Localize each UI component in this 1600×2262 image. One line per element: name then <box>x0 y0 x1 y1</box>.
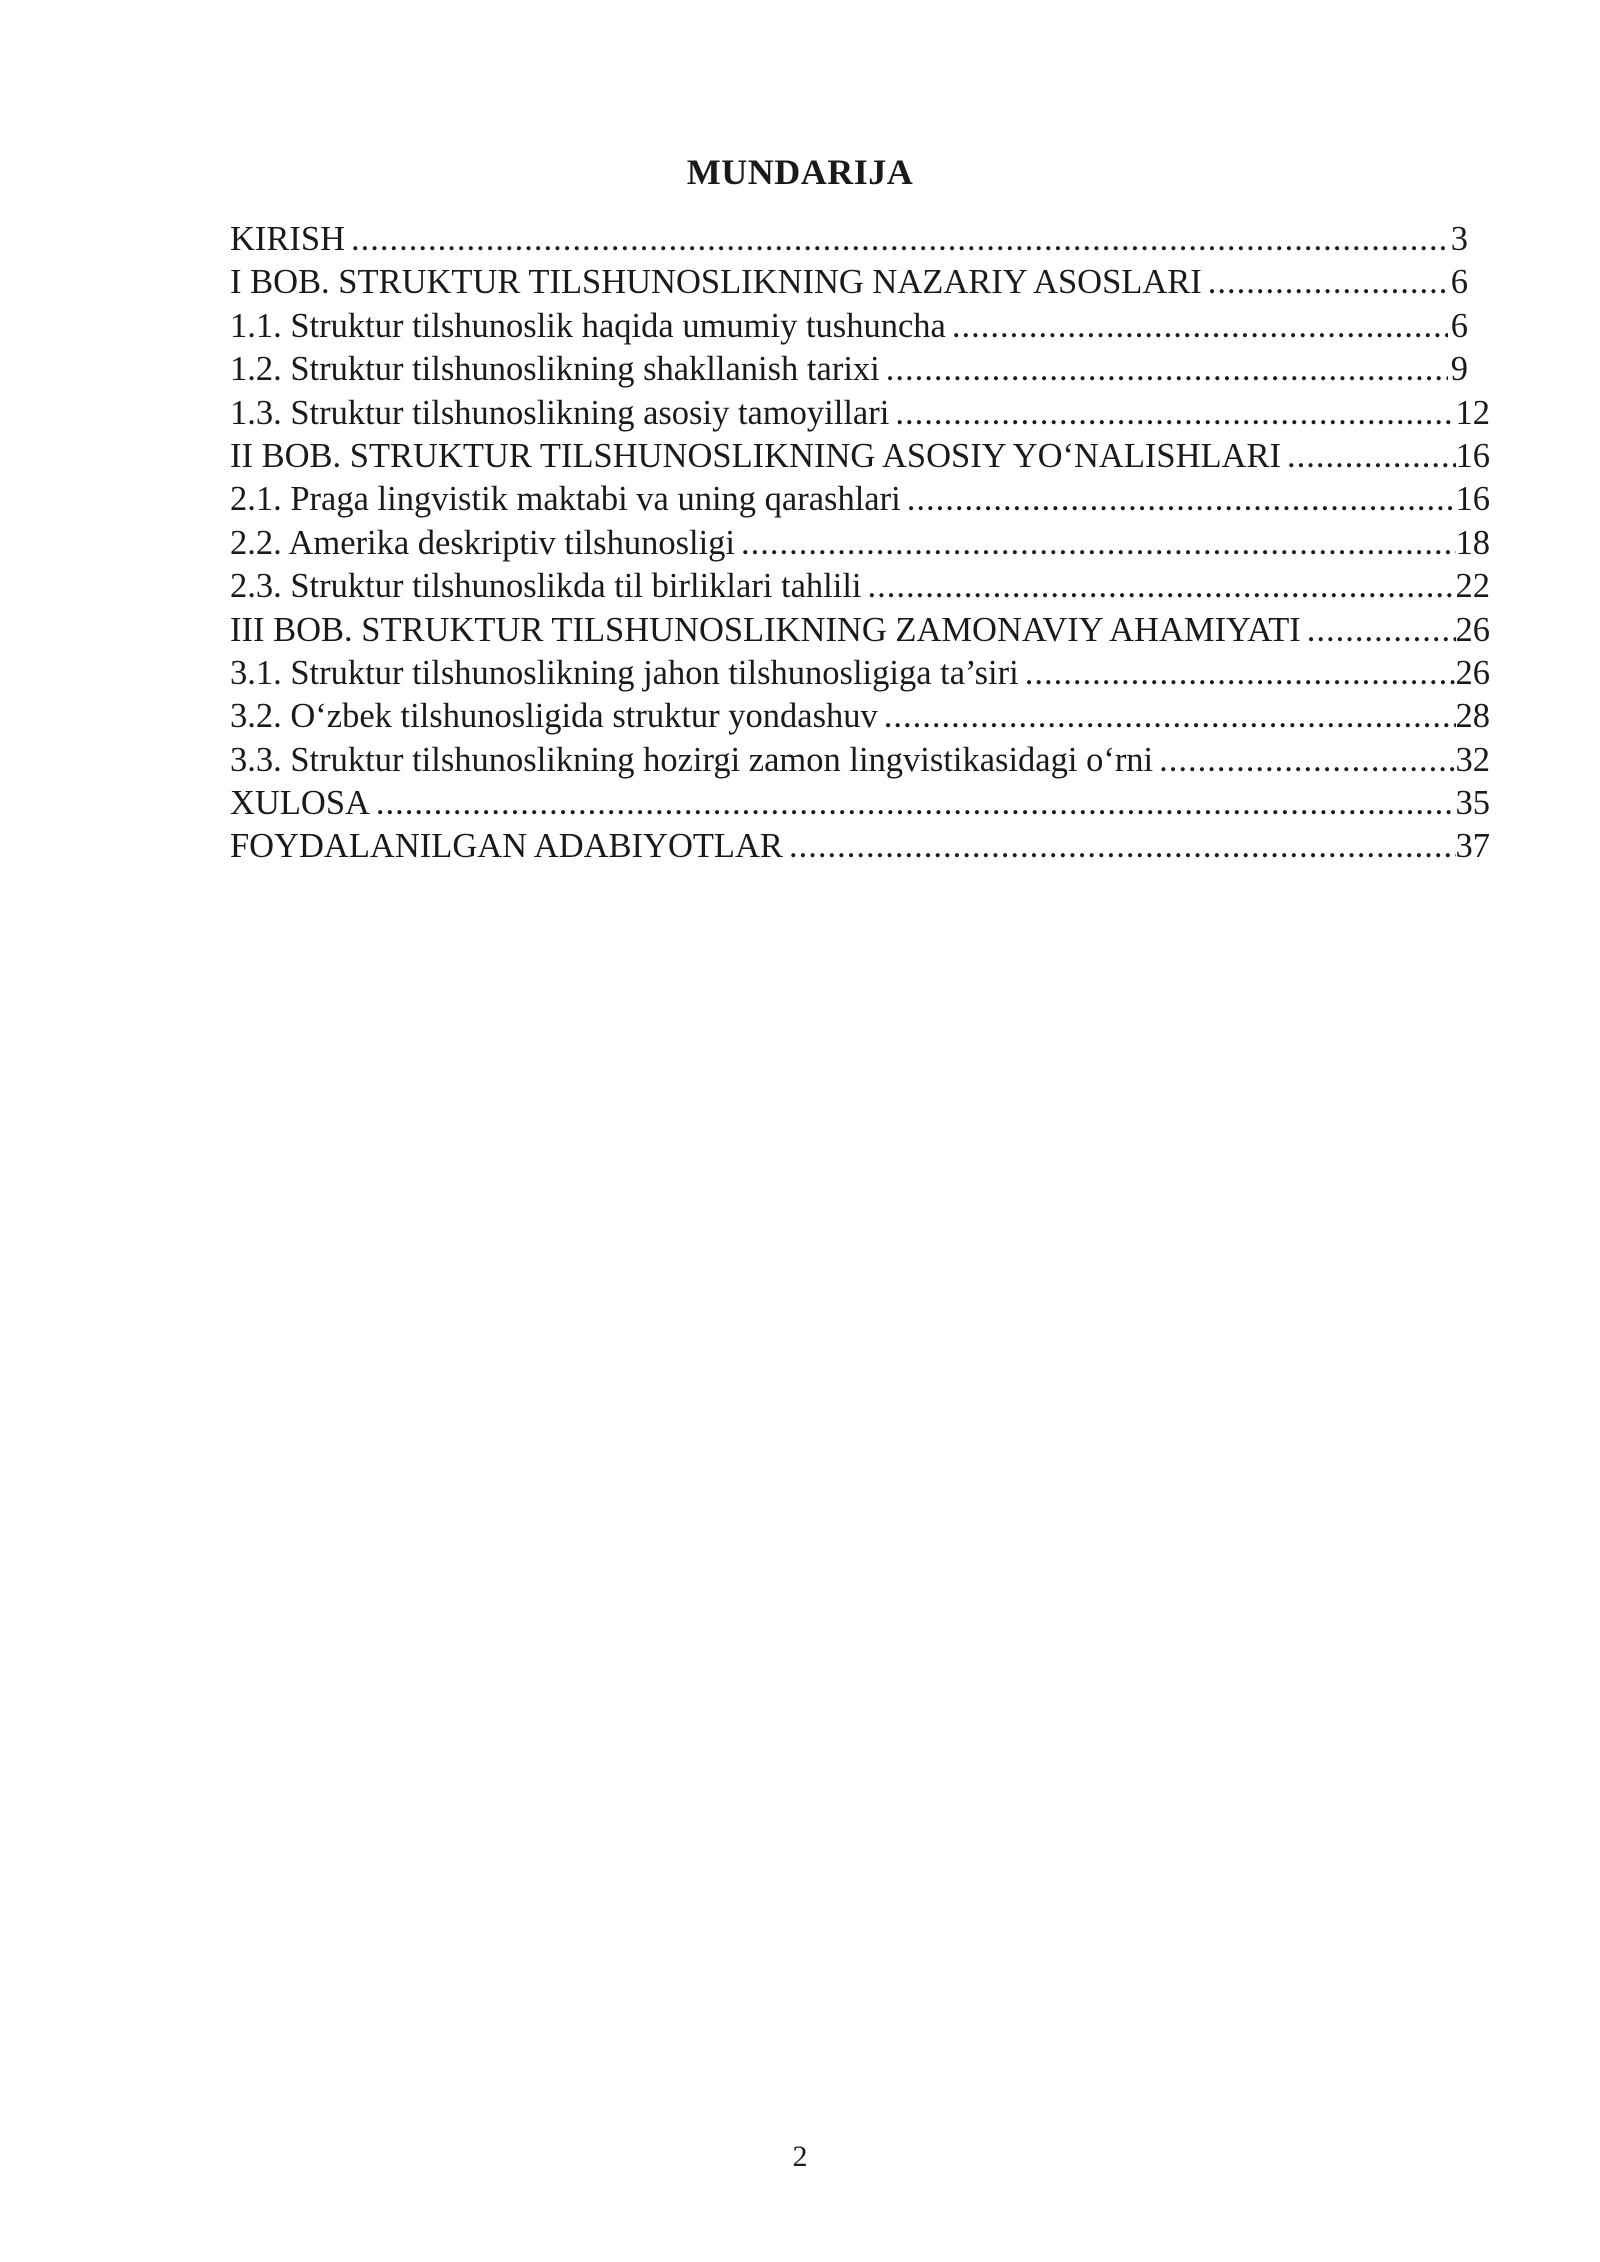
toc-leader-dots <box>741 522 1455 565</box>
toc-leader-dots <box>907 478 1456 521</box>
toc-leader-dots <box>351 218 1448 261</box>
toc-entry-title: 1.2. Struktur tilshunoslikning shakllanish tarixi <box>230 350 880 389</box>
toc-leader-dots <box>1307 609 1456 652</box>
page-number: 2 <box>792 2140 808 2173</box>
toc-leader-dots <box>376 782 1456 825</box>
toc-entry-title: KIRISH <box>230 220 346 258</box>
toc-entry[interactable] <box>230 305 1490 348</box>
toc-entry-page: 16 <box>1455 480 1490 519</box>
toc-entry[interactable] <box>230 218 1490 261</box>
toc-entry-title: 1.3. Struktur tilshunoslikning asosiy tamoyillari <box>230 393 890 432</box>
toc-entry-title: 2.2. Amerika deskriptiv tilshunosligi <box>230 523 736 562</box>
toc-entry-page: 6 <box>1450 306 1468 345</box>
toc-entry[interactable] <box>230 435 1490 478</box>
toc-entry-page: 16 <box>1455 436 1490 475</box>
toc-entry[interactable] <box>230 261 1490 304</box>
toc-entry-title: 2.3. Struktur tilshunoslikda til birliklari tahlili <box>230 567 862 606</box>
toc-entry[interactable] <box>230 478 1490 521</box>
toc-leader-dots <box>1208 261 1448 304</box>
toc-entry[interactable] <box>230 348 1490 391</box>
toc-entry-page: 6 <box>1450 263 1468 302</box>
page-title: MUNDARIJA <box>686 152 914 192</box>
toc-entry[interactable] <box>230 782 1490 825</box>
toc-entry-page: 26 <box>1455 610 1490 649</box>
toc-entry-page: 26 <box>1455 653 1490 692</box>
toc-entry-title: XULOSA <box>230 784 370 823</box>
toc-entry[interactable] <box>230 609 1490 652</box>
toc-entry-title: 3.1. Struktur tilshunoslikning jahon tilshunosligiga ta’siri <box>230 653 1019 692</box>
toc-entry[interactable] <box>230 695 1490 738</box>
toc-entry[interactable] <box>230 825 1490 868</box>
toc-entry[interactable] <box>230 739 1490 782</box>
toc-entry-title: II BOB. STRUKTUR TILSHUNOSLIKNING ASOSIY YO‘NALISHLARI <box>230 436 1281 475</box>
toc-entry-page: 3 <box>1450 220 1468 258</box>
toc-entry-title: I BOB. STRUKTUR TILSHUNOSLIKNING NAZARIY ASOSLARI <box>230 263 1202 302</box>
toc-leader-dots <box>868 565 1456 608</box>
toc-entry-title: 1.1. Struktur tilshunoslik haqida umumiy tushuncha <box>230 306 946 345</box>
toc-entry-page: 35 <box>1455 784 1490 823</box>
toc-entry-page: 32 <box>1455 740 1490 779</box>
toc-leader-dots <box>1159 739 1455 782</box>
toc-leader-dots <box>789 825 1456 868</box>
table-of-contents <box>230 218 1490 869</box>
toc-entry-page: 18 <box>1455 523 1490 562</box>
toc-entry[interactable] <box>230 565 1490 608</box>
toc-leader-dots <box>952 305 1448 348</box>
toc-entry-page: 37 <box>1455 827 1490 866</box>
toc-entry-title: 2.1. Praga lingvistik maktabi va uning qarashlari <box>230 480 901 519</box>
toc-entry-title: 3.2. O‘zbek tilshunosligida struktur yondashuv <box>230 697 878 736</box>
toc-entry-page: 9 <box>1450 350 1468 389</box>
toc-entry-page: 22 <box>1455 567 1490 606</box>
toc-entry[interactable] <box>230 392 1490 435</box>
toc-leader-dots <box>886 348 1448 391</box>
toc-entry[interactable] <box>230 522 1490 565</box>
toc-entry-title: 3.3. Struktur tilshunoslikning hozirgi zamon lingvistikasidagi o‘rni <box>230 740 1154 779</box>
toc-entry-page: 28 <box>1455 697 1490 736</box>
toc-entry-title: III BOB. STRUKTUR TILSHUNOSLIKNING ZAMONAVIY AHAMIYATI <box>230 610 1301 649</box>
toc-leader-dots <box>1287 435 1456 478</box>
toc-leader-dots <box>895 392 1455 435</box>
toc-leader-dots <box>884 695 1456 738</box>
toc-entry-page: 12 <box>1455 393 1490 432</box>
toc-leader-dots <box>1025 652 1456 695</box>
toc-entry[interactable] <box>230 652 1490 695</box>
toc-entry-title: FOYDALANILGAN ADABIYOTLAR <box>230 827 783 866</box>
